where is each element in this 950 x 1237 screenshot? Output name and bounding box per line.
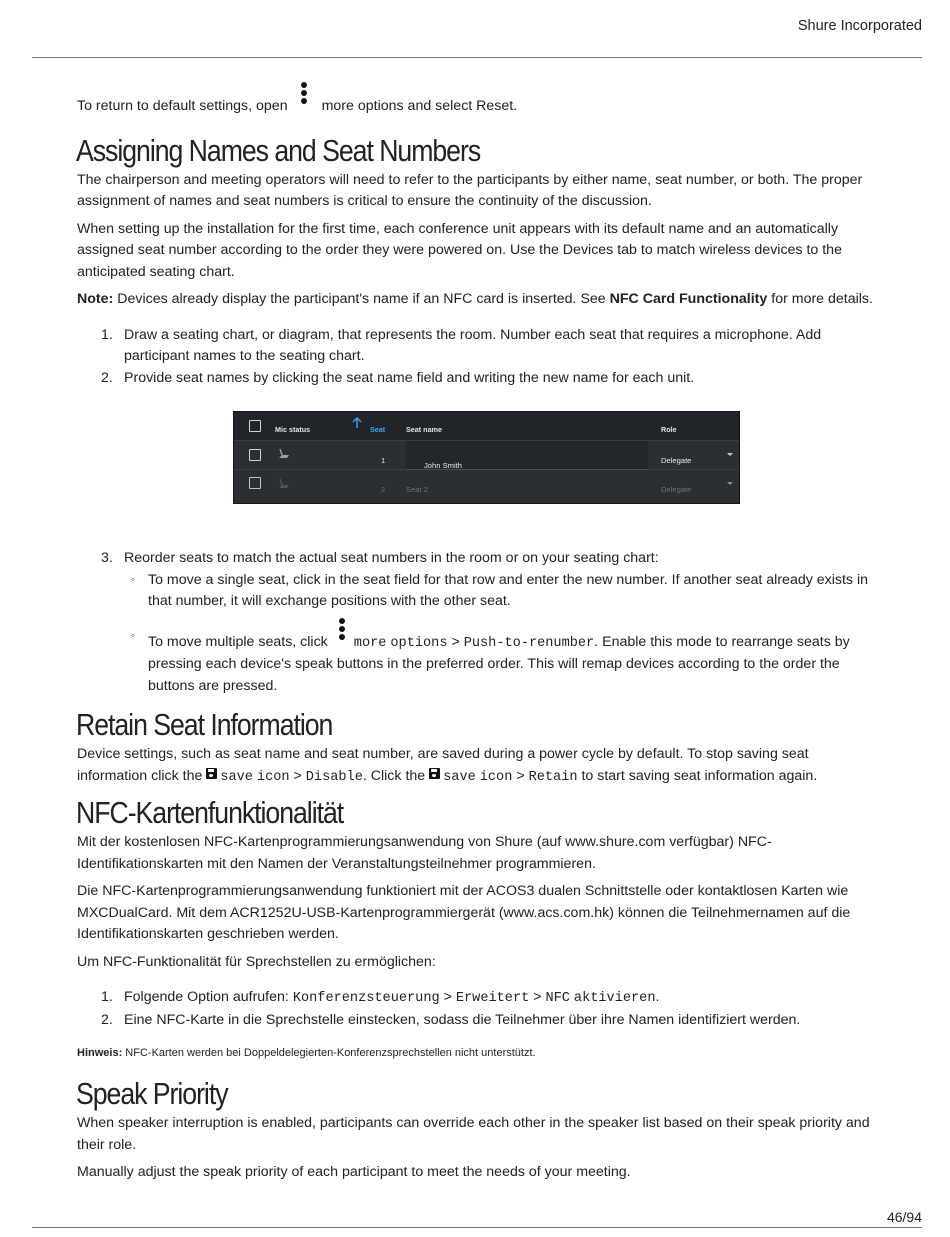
more-options-icon (336, 626, 348, 648)
seat-name-header: Seat name (406, 425, 442, 434)
list-number: 2. (101, 369, 113, 386)
menu-path-icon: icon (479, 769, 513, 785)
note-paragraph (77, 289, 879, 311)
list-item (77, 1010, 879, 1032)
list-item (77, 325, 879, 368)
list-item (77, 987, 879, 1010)
nfc-card-functionality-link[interactable]: NFC Card Functionality (609, 291, 768, 307)
section-title-assigning-names: Assigning Names and Seat Numbers (76, 132, 481, 168)
paragraph: The chairperson and meeting operators will need to refer to the participants by either name, seat number, or both. The proper assignment of names and seat numbers is critical to ensure the continuity of the discussion. (77, 171, 863, 209)
sub-list (124, 570, 879, 698)
role-select[interactable]: Delegate (661, 456, 692, 465)
more-options-icon (298, 90, 310, 112)
page-number: 46/94 (886, 1209, 922, 1225)
sub-list-text: To move multiple seats, click (148, 633, 328, 650)
section-title-retain-seat: Retain Seat Information (76, 707, 333, 742)
menu-path-erweitert: Erweitert (455, 991, 530, 1006)
table-row (234, 470, 739, 500)
intro-text-before: To return to default settings, open (77, 98, 288, 114)
page-content (77, 80, 879, 1190)
list-item-text: Reorder seats to match the actual seat numbers in the room or on your seating chart: (124, 550, 659, 566)
devices-table-screenshot (233, 411, 740, 504)
menu-separator: > (443, 989, 452, 1005)
sub-list-text: To move a single seat, click in the seat field for that row and enter the new number. If another seat already exists in that number, it will exchange positions with the other seat. (148, 571, 869, 609)
bullet-icon: ◦ (131, 573, 135, 586)
sort-up-arrow-icon[interactable] (352, 417, 362, 429)
seat-name-input[interactable] (406, 441, 648, 470)
menu-path-icon: icon (256, 769, 290, 785)
microphone-icon (278, 478, 292, 490)
footer-rule (32, 1227, 922, 1228)
header-rule (32, 57, 922, 58)
intro-paragraph (77, 90, 879, 118)
paragraph: Mit der kostenlosen NFC-Kartenprogrammierungsanwendung von Shure (auf www.shure.com verfügbar) NFC-Identifikationskarten mit den Namen der Veranstaltungsteilnehmer programmieren. (77, 834, 772, 872)
list-number: 1. (101, 326, 113, 343)
sub-list-text: . Enable this mode to rearrange seats by pressing each device's speak buttons in the preferred order. This will remap devices according to the order the buttons are pressed. (148, 633, 850, 694)
menu-path-konferenzsteuerung: Konferenzsteuerung (292, 991, 440, 1006)
role-select[interactable]: Delegate (661, 485, 692, 494)
menu-path-push-to-renumber: Push-to-renumber (463, 635, 595, 651)
seat-number[interactable]: 1 (381, 456, 386, 465)
hint-text: NFC-Karten werden bei Doppeldelegierten-Konferenzsprechstellen nicht unterstützt. (125, 1047, 536, 1059)
menu-path-more: more (353, 635, 387, 651)
mic-status-header: Mic status (275, 425, 311, 434)
paragraph-text: to start saving seat information again. (581, 767, 818, 784)
microphone-icon (278, 448, 292, 460)
seat-name-value: John Smith (424, 461, 462, 470)
paragraph: Um NFC-Funktionalität für Sprechstellen zu ermöglichen: (77, 953, 436, 970)
intro-text-after: more options and select Reset. (321, 98, 518, 114)
seat-number[interactable]: 2 (381, 485, 386, 494)
menu-path-disable: Disable (305, 769, 363, 785)
select-all-checkbox[interactable] (249, 420, 261, 432)
seat-name-value[interactable]: Seat 2 (406, 485, 428, 494)
list-item-text: . (655, 989, 660, 1005)
nfc-steps-list (77, 987, 879, 1031)
menu-separator: > (451, 633, 460, 650)
hint-label: Hinweis: (77, 1047, 123, 1059)
menu-path-retain: Retain (528, 769, 578, 785)
section-title-speak-priority: Speak Priority (76, 1076, 228, 1111)
paragraph: When setting up the installation for the first time, each conference unit appears with its default name and an automatically assigned seat number according to the order they were powered on. Use the Devices tab to match wireless devices to the anticipated seating chart. (77, 220, 842, 280)
list-item-text: Folgende Option aufrufen: (124, 989, 289, 1005)
paragraph: When speaker interruption is enabled, participants can override each other in the speaker list based on their speak priority and their role. (77, 1115, 870, 1153)
menu-path-nfc: NFC (545, 991, 570, 1006)
table-row (234, 441, 739, 470)
list-item (77, 368, 879, 390)
steps-list (77, 325, 879, 390)
menu-separator: > (293, 767, 302, 784)
sub-list-item (77, 626, 879, 698)
save-icon (429, 768, 440, 779)
list-item-text: Provide seat names by clicking the seat name field and writing the new name for each unit. (124, 369, 695, 386)
paragraph-text: Device settings, such as seat name and seat number, are saved during a power cycle by default. To stop saving seat information click the (77, 746, 809, 784)
sub-list-item (77, 570, 879, 613)
list-item (77, 548, 879, 697)
dropdown-caret-icon[interactable] (727, 453, 733, 456)
menu-separator: > (533, 989, 542, 1005)
list-item-text: Draw a seating chart, or diagram, that represents the room. Number each seat that requires a microphone. Add participant names to the seating chart. (124, 326, 822, 364)
section-title-nfc: NFC-Kartenfunktionalität (76, 795, 344, 830)
list-number: 2. (101, 1011, 113, 1028)
menu-path-save: save (220, 769, 253, 785)
paragraph: Manually adjust the speak priority of each participant to meet the needs of your meeting. (77, 1164, 631, 1180)
list-number: 3. (101, 550, 113, 566)
menu-separator: > (516, 767, 525, 784)
paragraph-text: . Click the (362, 767, 426, 784)
role-header: Role (661, 425, 677, 434)
note-label: Note: (77, 291, 114, 307)
bullet-icon: ◦ (131, 629, 135, 642)
steps-list-continued (77, 548, 879, 697)
paragraph: Die NFC-Kartenprogrammierungsanwendung funktioniert mit der ACOS3 dualen Schnittstelle oder kontaktlosen Karten wie MXCDualCard. Mit dem ACR1252U-USB-Kartenprogrammiergerät (www.acs.com.hk) können die Teilnehmernamen auf die Identifikationskarten geschrieben werden. (77, 883, 851, 942)
table-header-row (234, 412, 739, 441)
header-company: Shure Incorporated (797, 18, 922, 34)
menu-path-aktivieren: aktivieren (573, 991, 656, 1006)
row-checkbox[interactable] (249, 449, 261, 461)
list-number: 1. (101, 989, 113, 1005)
retain-paragraph (77, 744, 879, 788)
row-checkbox[interactable] (249, 477, 261, 489)
seat-header[interactable]: Seat (370, 425, 386, 434)
hint-paragraph (77, 1045, 879, 1061)
menu-path-save: save (443, 769, 476, 785)
list-item-text: Eine NFC-Karte in die Sprechstelle einstecken, sodass die Teilnehmer über ihre Namen identifiziert werden. (124, 1011, 801, 1028)
dropdown-caret-icon[interactable] (727, 482, 733, 485)
note-text: Devices already display the participant's name if an NFC card is inserted. See (117, 291, 606, 307)
save-icon (206, 768, 217, 779)
note-text: for more details. (771, 291, 873, 307)
menu-path-options: options (390, 635, 448, 651)
